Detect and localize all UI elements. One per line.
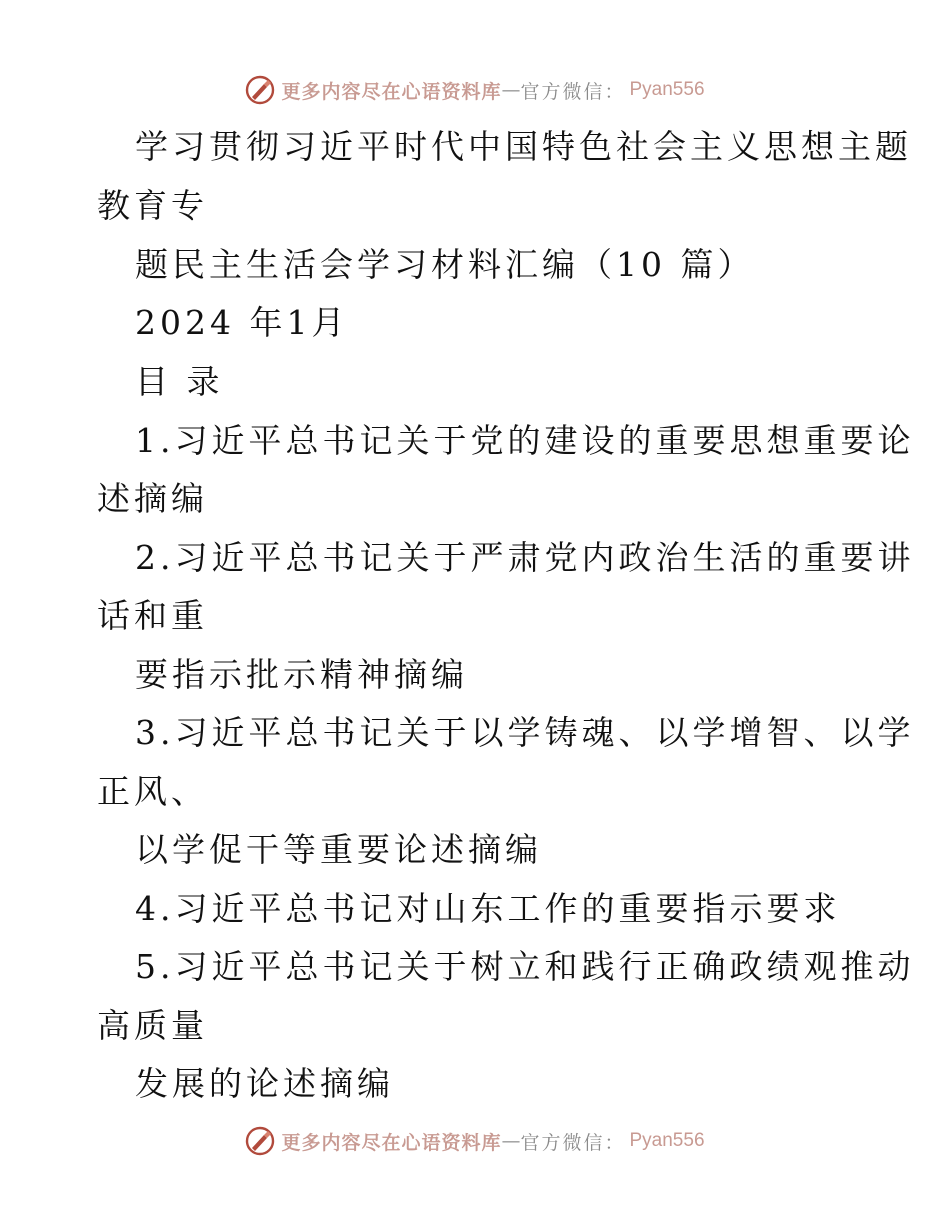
toc-item-1-cont: 述摘编 bbox=[97, 479, 208, 518]
toc-item-5-cont-2: 发展的论述摘编 bbox=[135, 1064, 394, 1103]
watermark-main-text: 更多内容尽在心语资料库 bbox=[281, 80, 502, 103]
watermark-id: Pyan556 bbox=[629, 79, 705, 100]
toc-item-3-cont-2: 以学促干等重要论述摘编 bbox=[135, 830, 542, 869]
header-watermark bbox=[0, 73, 950, 107]
toc-item-5: 5.习近平总书记关于树立和践行正确政绩观推动 bbox=[135, 947, 915, 986]
toc-item-1: 1.习近平总书记关于党的建设的重要思想重要论 bbox=[135, 421, 915, 460]
toc-item-2: 2.习近平总书记关于严肃党内政治生活的重要讲 bbox=[135, 538, 915, 577]
date-line: 2024 年1月 bbox=[135, 303, 349, 342]
watermark-label: 官方微信： bbox=[520, 80, 626, 103]
toc-item-2-cont: 话和重 bbox=[97, 596, 208, 635]
pen-logo-icon bbox=[245, 75, 275, 105]
pen-logo-icon bbox=[245, 1126, 275, 1156]
watermark-label: 官方微信： bbox=[520, 1131, 626, 1154]
title-line-1: 学习贯彻习近平时代中国特色社会主义思想主题 bbox=[135, 127, 912, 166]
toc-item-3-cont: 正风、 bbox=[97, 772, 208, 811]
title-line-3: 题民主生活会学习材料汇编（10 篇） bbox=[135, 245, 755, 284]
toc-item-2-cont-2: 要指示批示精神摘编 bbox=[135, 655, 468, 694]
watermark-dash: — bbox=[501, 1130, 521, 1152]
toc-item-4: 4.习近平总书记对山东工作的重要指示要求 bbox=[135, 889, 841, 928]
watermark-dash: — bbox=[501, 79, 521, 101]
toc-heading: 目 录 bbox=[135, 362, 224, 401]
title-line-2: 教育专 bbox=[97, 186, 208, 225]
footer-watermark bbox=[0, 1124, 950, 1158]
watermark-id: Pyan556 bbox=[629, 1130, 705, 1151]
toc-item-5-cont: 高质量 bbox=[97, 1006, 208, 1045]
toc-item-3: 3.习近平总书记关于以学铸魂、以学增智、以学 bbox=[135, 713, 915, 752]
watermark-main-text: 更多内容尽在心语资料库 bbox=[281, 1131, 502, 1154]
